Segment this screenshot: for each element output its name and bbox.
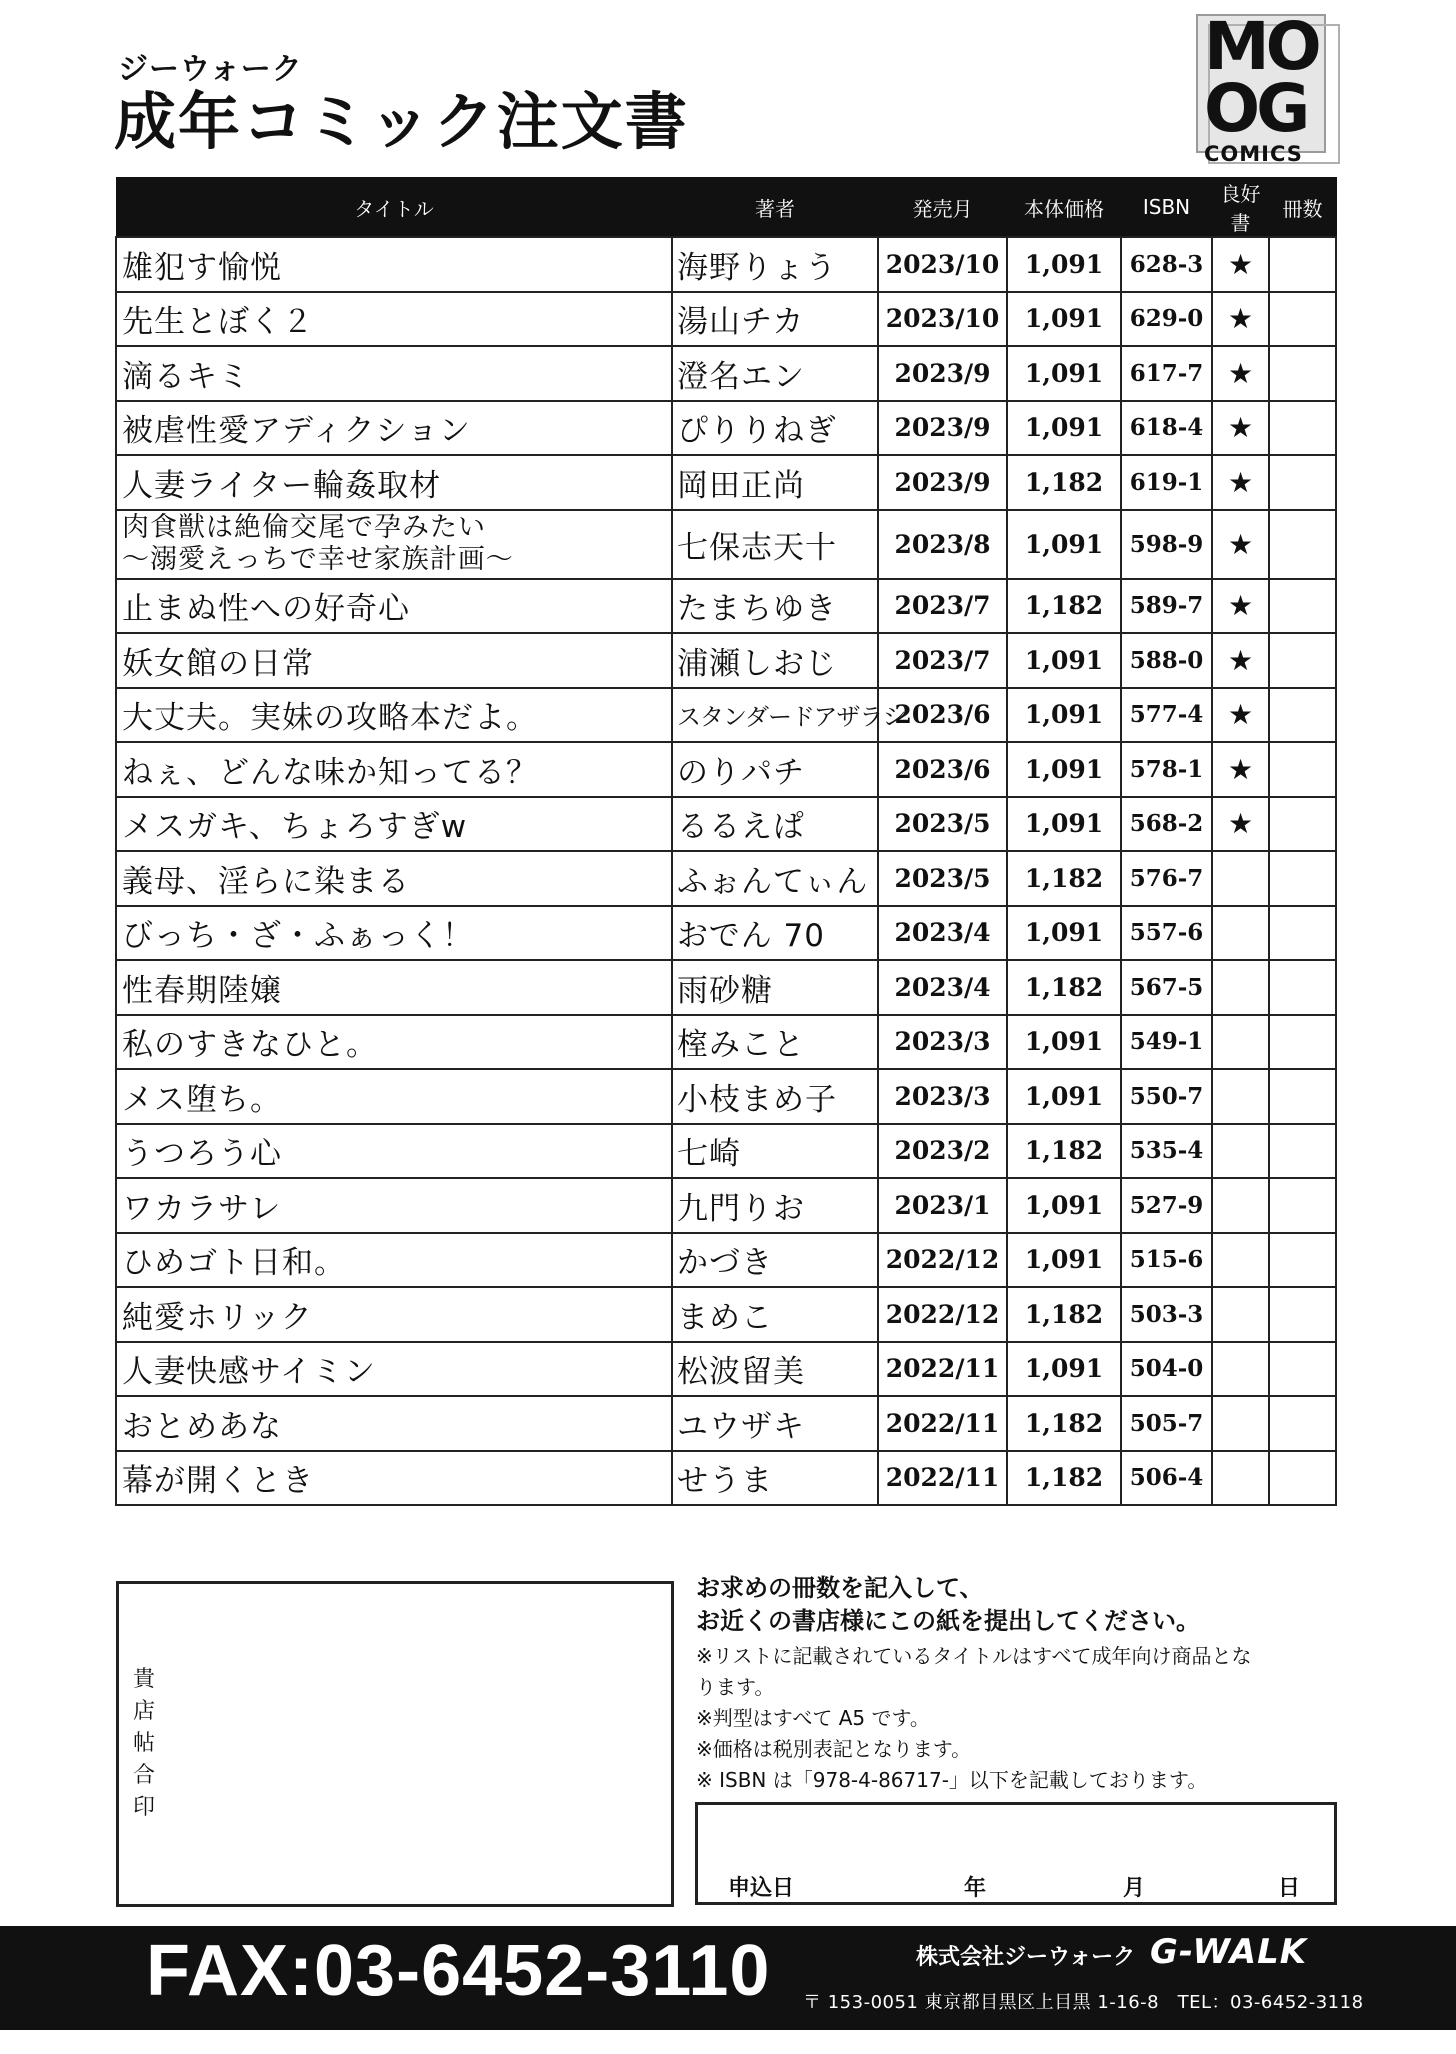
cell-title: 義母、淫らに染まる [116,851,672,906]
date-applied-label: 申込日 [728,1876,795,1901]
cell-title: 人妻快感サイミン [116,1342,672,1397]
cell-price: 1,182 [1007,1396,1121,1451]
application-date-box[interactable] [695,1802,1337,1905]
cell-release-date: 2023/4 [878,906,1007,961]
cell-author: まめこ [672,1287,878,1342]
cell-recommended-star [1212,1178,1269,1233]
cell-recommended-star: ★ [1212,237,1269,292]
cell-release-date: 2023/10 [878,237,1007,292]
cell-quantity-input[interactable] [1269,851,1336,906]
cell-isbn: 578-1 [1121,742,1212,797]
table-row [116,1015,1336,1070]
logo-line-3: COMICS [1204,142,1303,166]
cell-price: 1,091 [1007,633,1121,688]
cell-quantity-input[interactable] [1269,579,1336,634]
cell-recommended-star [1212,1396,1269,1451]
cell-isbn: 515-6 [1121,1233,1212,1288]
cell-recommended-star: ★ [1212,579,1269,634]
cell-title: ひめゴト日和。 [116,1233,672,1288]
cell-title: 止まぬ性への好奇心 [116,579,672,634]
cell-release-date: 2023/5 [878,797,1007,852]
header-author: 著者 [672,178,878,238]
cell-price: 1,091 [1007,292,1121,347]
cell-isbn: 629-0 [1121,292,1212,347]
cell-quantity-input[interactable] [1269,742,1336,797]
cell-release-date: 2022/11 [878,1451,1007,1506]
cell-release-date: 2023/9 [878,455,1007,510]
cell-recommended-star [1212,1069,1269,1124]
cell-price: 1,091 [1007,401,1121,456]
cell-author: 松波留美 [672,1342,878,1397]
cell-author: 岡田正尚 [672,455,878,510]
cell-isbn: 589-7 [1121,579,1212,634]
table-row [116,292,1336,347]
cell-quantity-input[interactable] [1269,1342,1336,1397]
cell-release-date: 2022/12 [878,1287,1007,1342]
cell-price: 1,182 [1007,960,1121,1015]
cell-title-line-1: 肉食獣は絶倫交尾で孕みたい [122,512,486,543]
cell-release-date: 2023/2 [878,1124,1007,1179]
cell-release-date: 2023/3 [878,1069,1007,1124]
table-row [116,1233,1336,1288]
cell-title: おとめあな [116,1396,672,1451]
cell-title: 被虐性愛アディクション [116,401,672,456]
cell-recommended-star [1212,1233,1269,1288]
cell-recommended-star: ★ [1212,401,1269,456]
cell-title: ワカラサレ [116,1178,672,1233]
cell-price: 1,091 [1007,1342,1121,1397]
cell-quantity-input[interactable] [1269,455,1336,510]
cell-recommended-star [1212,1015,1269,1070]
cell-isbn: 503-3 [1121,1287,1212,1342]
cell-quantity-input[interactable] [1269,1287,1336,1342]
cell-title: 幕が開くとき [116,1451,672,1506]
table-row [116,960,1336,1015]
cell-price: 1,182 [1007,851,1121,906]
cell-recommended-star: ★ [1212,688,1269,743]
cell-author: ユウザキ [672,1396,878,1451]
cell-isbn: 550-7 [1121,1069,1212,1124]
cell-author: せうま [672,1451,878,1506]
cell-price: 1,091 [1007,237,1121,292]
cell-author: スタンダードアザラシ [672,688,878,743]
cell-quantity-input[interactable] [1269,1069,1336,1124]
cell-isbn: 576-7 [1121,851,1212,906]
cell-title: ねぇ、どんな味か知ってる？ [116,742,672,797]
cell-title: 大丈夫。実妹の攻略本だよ。 [116,688,672,743]
cell-quantity-input[interactable] [1269,906,1336,961]
instruction-line-2: お近くの書店様にこの紙を提出してください。 [696,1607,1200,1635]
cell-quantity-input[interactable] [1269,292,1336,347]
cell-author: 小枝まめ子 [672,1069,878,1124]
header-release: 発売月 [878,178,1007,238]
date-month-label: 月 [1123,1876,1146,1901]
cell-price: 1,091 [1007,1233,1121,1288]
note-line: ※価格は税別表記となります。 [696,1737,972,1761]
cell-recommended-star [1212,1287,1269,1342]
cell-recommended-star: ★ [1212,455,1269,510]
cell-title: 妖女館の日常 [116,633,672,688]
cell-quantity-input[interactable] [1269,1451,1336,1506]
table-row [116,797,1336,852]
table-row [116,633,1336,688]
table-row [116,1178,1336,1233]
cell-isbn: 617-7 [1121,346,1212,401]
header-isbn: ISBN [1121,178,1212,238]
table-header-row [116,178,1336,238]
table-row [116,455,1336,510]
cell-price: 1,091 [1007,797,1121,852]
cell-price: 1,182 [1007,455,1121,510]
cell-author: おでん 70 [672,906,878,961]
cell-isbn: 567-5 [1121,960,1212,1015]
cell-price: 1,091 [1007,1015,1121,1070]
cell-isbn: 506-4 [1121,1451,1212,1506]
cell-price: 1,182 [1007,1451,1121,1506]
cell-release-date: 2023/3 [878,1015,1007,1070]
cell-recommended-star [1212,851,1269,906]
company-address: 〒 153-0051 東京都目黒区上目黒 1-16-8 TEL：03-6452-3118 [803,1992,1364,2013]
cell-quantity-input[interactable] [1269,510,1336,579]
cell-isbn: 504-0 [1121,1342,1212,1397]
cell-isbn: 549-1 [1121,1015,1212,1070]
cell-isbn: 619-1 [1121,455,1212,510]
moog-comics-logo [1196,8,1334,166]
cell-title-line-2: ～溺愛えっちで幸せ家族計画～ [122,544,514,575]
date-day-label: 日 [1278,1876,1301,1901]
cell-release-date: 2023/7 [878,633,1007,688]
company-name: 株式会社ジーウォーク [916,1945,1136,1970]
cell-author: 雨砂糖 [672,960,878,1015]
table-row [116,579,1336,634]
cell-recommended-star [1212,906,1269,961]
table-row [116,742,1336,797]
cell-price: 1,182 [1007,579,1121,634]
cell-title: 人妻ライター輪姦取材 [116,455,672,510]
table-row [116,1451,1336,1506]
cell-title: 先生とぼく２ [116,292,672,347]
cell-recommended-star [1212,960,1269,1015]
cell-isbn: 577-4 [1121,688,1212,743]
cell-title: メスガキ、ちょろすぎw [116,797,672,852]
cell-recommended-star: ★ [1212,633,1269,688]
cell-quantity-input[interactable] [1269,1233,1336,1288]
table-row [116,510,1336,579]
cell-quantity-input[interactable] [1269,237,1336,292]
cell-isbn: 588-0 [1121,633,1212,688]
cell-author: のりパチ [672,742,878,797]
cell-author: 榁みこと [672,1015,878,1070]
logo-line-2: OG [1204,70,1307,147]
table-row [116,237,1336,292]
cell-release-date: 2023/6 [878,688,1007,743]
table-row [116,851,1336,906]
table-row [116,346,1336,401]
cell-quantity-input[interactable] [1269,688,1336,743]
table-row [116,401,1336,456]
cell-author: 七崎 [672,1124,878,1179]
cell-isbn: 568-2 [1121,797,1212,852]
cell-author: 澄名エン [672,346,878,401]
cell-release-date: 2023/5 [878,851,1007,906]
cell-isbn: 505-7 [1121,1396,1212,1451]
cell-title: 滴るキミ [116,346,672,401]
cell-quantity-input[interactable] [1269,1015,1336,1070]
cell-author: 九門りお [672,1178,878,1233]
cell-price: 1,091 [1007,510,1121,579]
cell-release-date: 2023/4 [878,960,1007,1015]
cell-release-date: 2023/6 [878,742,1007,797]
publisher-name: ジーウォーク [118,52,303,87]
note-line: ※リストに記載されているタイトルはすべて成年向け商品とな [696,1644,1252,1668]
cell-author: たまちゆき [672,579,878,634]
cell-isbn: 557-6 [1121,906,1212,961]
cell-author: ふぉんてぃん [672,851,878,906]
instruction-line-1: お求めの冊数を記入して、 [696,1574,984,1602]
cell-recommended-star: ★ [1212,510,1269,579]
cell-title [116,510,672,579]
cell-price: 1,091 [1007,346,1121,401]
cell-quantity-input[interactable] [1269,797,1336,852]
header-quantity: 冊数 [1269,178,1336,238]
cell-title: うつろう心 [116,1124,672,1179]
cell-release-date: 2023/7 [878,579,1007,634]
cell-title: メス堕ち。 [116,1069,672,1124]
cell-price: 1,091 [1007,1069,1121,1124]
date-year-label: 年 [964,1876,987,1901]
cell-recommended-star: ★ [1212,797,1269,852]
table-row [116,906,1336,961]
store-stamp-label: 貴 店 帖 合 印 [132,1667,155,1820]
cell-release-date: 2022/11 [878,1342,1007,1397]
cell-author: 海野りょう [672,237,878,292]
header-recommended: 良好書 [1212,178,1269,238]
cell-release-date: 2023/10 [878,292,1007,347]
table-row [116,1396,1336,1451]
footer-bar [0,1926,1456,2030]
note-line: ※ ISBN は「978-4-86717-」以下を記載しております。 [696,1768,1208,1792]
cell-title: 私のすきなひと。 [116,1015,672,1070]
cell-author: 浦瀬しおじ [672,633,878,688]
cell-isbn: 628-3 [1121,237,1212,292]
cell-price: 1,091 [1007,1178,1121,1233]
cell-recommended-star: ★ [1212,742,1269,797]
cell-quantity-input[interactable] [1269,346,1336,401]
cell-isbn: 527-9 [1121,1178,1212,1233]
cell-recommended-star [1212,1124,1269,1179]
cell-price: 1,091 [1007,742,1121,797]
cell-price: 1,091 [1007,906,1121,961]
table-row [116,688,1336,743]
cell-quantity-input[interactable] [1269,960,1336,1015]
table-row [116,1342,1336,1397]
cell-quantity-input[interactable] [1269,1124,1336,1179]
cell-release-date: 2023/1 [878,1178,1007,1233]
cell-quantity-input[interactable] [1269,401,1336,456]
cell-recommended-star [1212,1342,1269,1397]
cell-price: 1,182 [1007,1287,1121,1342]
cell-author: かづき [672,1233,878,1288]
cell-quantity-input[interactable] [1269,1178,1336,1233]
instructions [696,1572,1346,1795]
cell-isbn: 598-9 [1121,510,1212,579]
header-title: タイトル [116,178,672,238]
cell-release-date: 2023/9 [878,346,1007,401]
cell-author: るるえぱ [672,797,878,852]
cell-title: 性春期陸嬢 [116,960,672,1015]
logo-line-1: MO [1204,8,1318,85]
cell-recommended-star: ★ [1212,346,1269,401]
cell-author: ぴりりねぎ [672,401,878,456]
cell-quantity-input[interactable] [1269,1396,1336,1451]
cell-recommended-star: ★ [1212,292,1269,347]
cell-author: 湯山チカ [672,292,878,347]
cell-title: 雄犯す愉悦 [116,237,672,292]
fax-number: FAX:03-6452-3110 [146,1931,771,2011]
cell-author: 七保志天十 [672,510,878,579]
table-row [116,1069,1336,1124]
cell-title: 純愛ホリック [116,1287,672,1342]
cell-title: びっち・ざ・ふぁっく！ [116,906,672,961]
store-stamp-box[interactable] [116,1581,674,1907]
note-line: ※判型はすべて A5 です。 [696,1706,930,1730]
cell-isbn: 618-4 [1121,401,1212,456]
header-price: 本体価格 [1007,178,1121,238]
brand-logo: G-WALK [1150,1932,1308,1972]
cell-release-date: 2022/12 [878,1233,1007,1288]
cell-release-date: 2023/9 [878,401,1007,456]
cell-release-date: 2022/11 [878,1396,1007,1451]
cell-price: 1,182 [1007,1124,1121,1179]
note-line: ります。 [696,1675,775,1699]
order-table [115,177,1337,1506]
cell-price: 1,091 [1007,688,1121,743]
page-title: 成年コミック注文書 [114,85,689,158]
table-row [116,1287,1336,1342]
cell-recommended-star [1212,1451,1269,1506]
cell-quantity-input[interactable] [1269,633,1336,688]
cell-isbn: 535-4 [1121,1124,1212,1179]
table-row [116,1124,1336,1179]
cell-release-date: 2023/8 [878,510,1007,579]
